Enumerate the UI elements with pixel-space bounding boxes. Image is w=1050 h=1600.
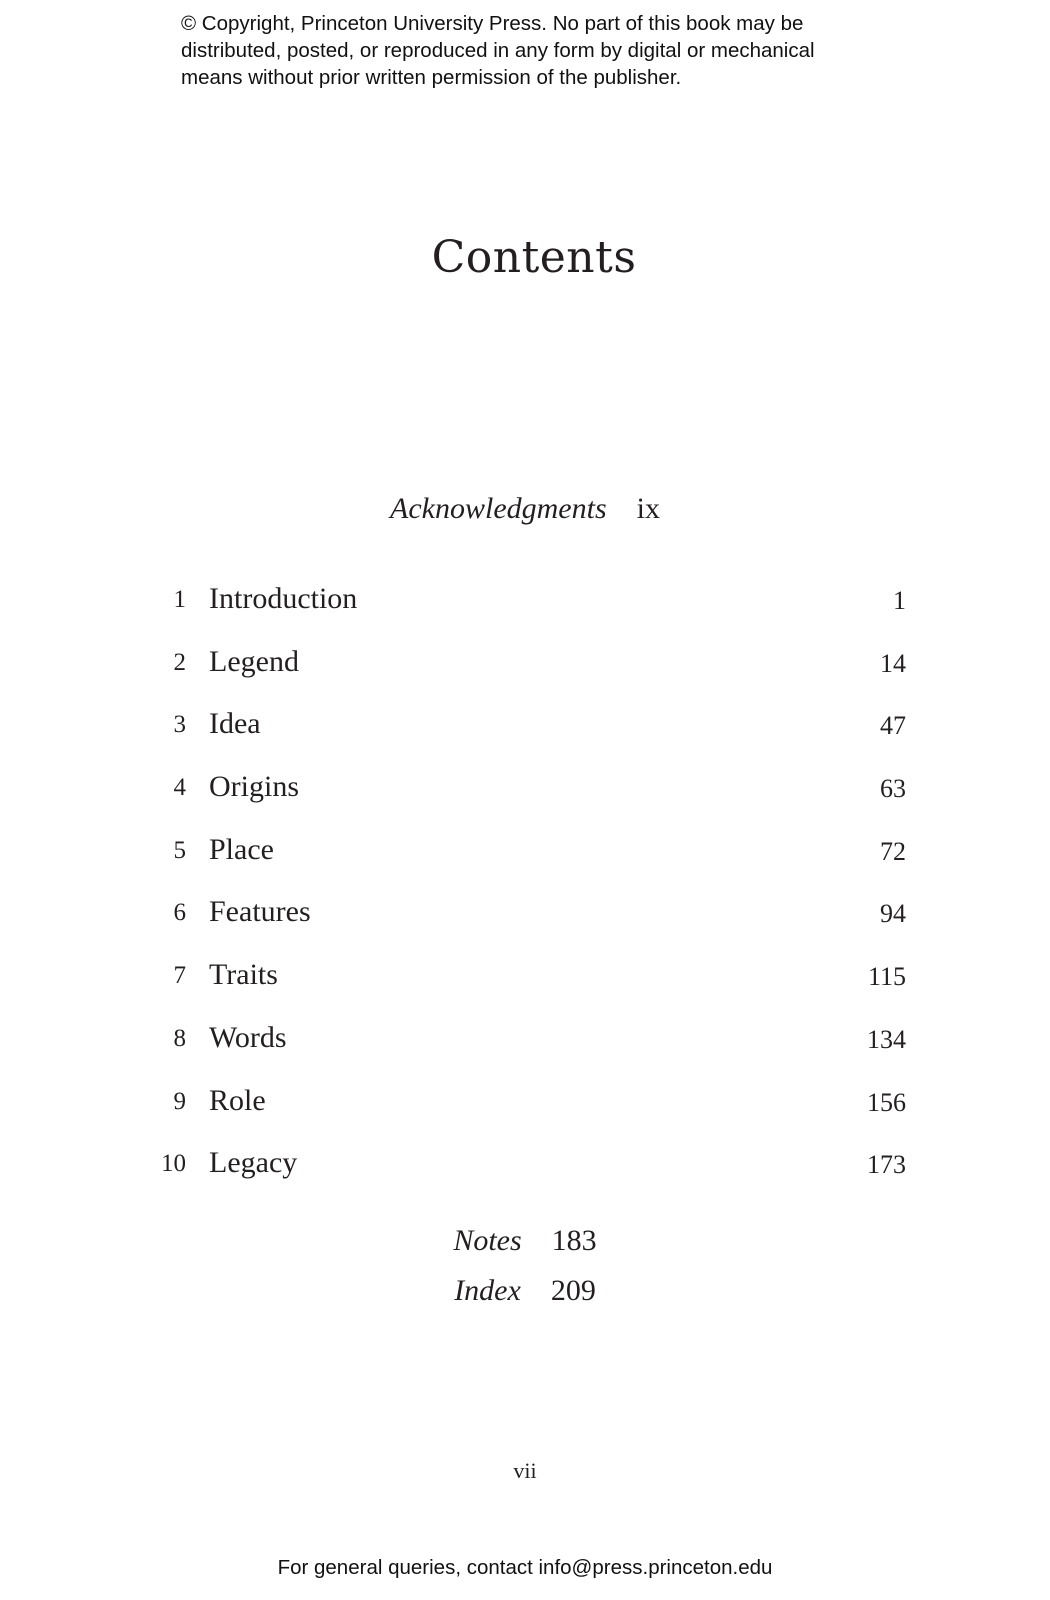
chapter-title: Legend: [209, 644, 299, 678]
chapter-page: 134: [867, 1024, 906, 1054]
toc-entry-page: ix: [636, 492, 660, 525]
chapter-page: 156: [867, 1087, 906, 1117]
chapter-entry: [150, 827, 906, 890]
page-title-text: Contents: [431, 232, 637, 283]
chapter-list: [150, 576, 906, 1203]
toc-entry-label: Index: [454, 1274, 521, 1307]
chapter-title: Legacy: [209, 1146, 298, 1180]
chapter-title: Traits: [209, 958, 278, 992]
chapter-entry: [150, 1015, 906, 1078]
chapter-title: Role: [209, 1083, 266, 1117]
footer-contact: For general queries, contact info@press.princeton.edu: [277, 1556, 773, 1579]
copyright-notice: [181, 10, 901, 91]
chapter-title: Idea: [209, 707, 261, 741]
chapter-page: 72: [880, 836, 906, 866]
chapter-entry: [150, 639, 906, 702]
chapter-title: Features: [209, 895, 311, 929]
chapter-title: Words: [209, 1020, 287, 1054]
page-title: [0, 232, 1050, 283]
chapter-page: 173: [867, 1150, 906, 1180]
chapter-entry: [150, 764, 906, 827]
back-matter-entry: [0, 1224, 1050, 1258]
chapter-title: Place: [209, 832, 274, 866]
chapter-number: 1: [173, 586, 186, 613]
chapter-page: 94: [880, 899, 906, 929]
chapter-entry: [150, 576, 906, 639]
chapter-page: 115: [867, 962, 906, 992]
chapter-entry: [150, 1078, 906, 1141]
chapter-number: 2: [173, 648, 186, 676]
front-matter-entry: [0, 492, 1050, 526]
chapter-number: 7: [173, 962, 186, 990]
chapter-number: 8: [173, 1024, 186, 1052]
copyright-line: © Copyright, Princeton University Press. No part of this book may be: [181, 12, 804, 35]
chapter-entry: [150, 701, 906, 764]
chapter-page: 63: [880, 774, 906, 804]
page-number: vii: [513, 1458, 537, 1483]
chapter-page: 47: [880, 711, 906, 741]
chapter-entry: [150, 889, 906, 952]
toc-entry-label: Acknowledgments: [390, 492, 607, 525]
chapter-number: 9: [173, 1087, 186, 1115]
chapter-page: 14: [880, 648, 906, 678]
chapter-page: 1: [893, 586, 906, 615]
chapter-number: 3: [173, 711, 186, 739]
toc-entry-page: 183: [551, 1224, 597, 1257]
back-matter-entry: [0, 1274, 1050, 1308]
chapter-entry: [150, 952, 906, 1015]
chapter-number: 4: [173, 774, 186, 802]
chapter-title: Introduction: [209, 582, 358, 615]
chapter-number: 10: [161, 1150, 186, 1178]
copyright-line: distributed, posted, or reproduced in any form by digital or mechanical: [181, 39, 815, 62]
chapter-number: 6: [173, 899, 186, 927]
toc-entry-page: 209: [550, 1274, 596, 1307]
chapter-number: 5: [173, 836, 186, 864]
toc-entry-label: Notes: [453, 1224, 522, 1257]
chapter-entry: [150, 1140, 906, 1203]
copyright-line: means without prior written permission of the publisher.: [181, 66, 682, 89]
chapter-title: Origins: [209, 770, 299, 804]
